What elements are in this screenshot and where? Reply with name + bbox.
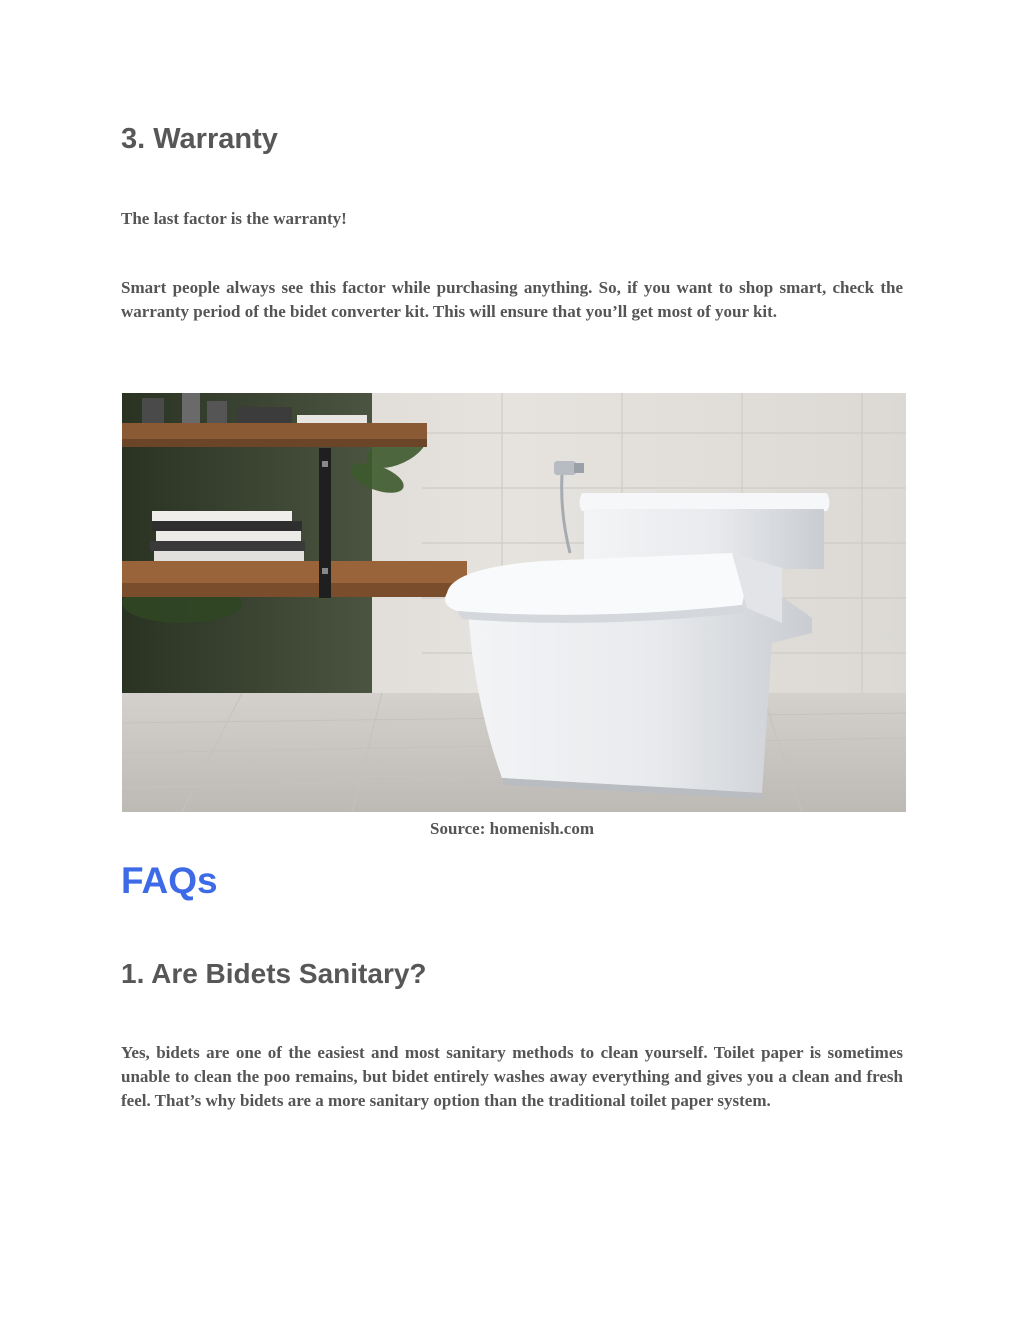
warranty-detail-paragraph: Smart people always see this factor while purchasing anything. So, if you want to shop smart, check the warranty period of the bidet converter kit. This will ensure that you’ll get most of your kit. — [121, 278, 903, 321]
faqs-heading: FAQs — [121, 860, 218, 901]
bathroom-toilet-photo — [122, 393, 906, 812]
warranty-intro-paragraph: The last factor is the warranty! — [121, 209, 347, 228]
faq-question-1-heading: 1. Are Bidets Sanitary? — [121, 958, 427, 989]
warranty-heading: 3. Warranty — [121, 123, 278, 155]
image-source-caption: Source: homenish.com — [429, 819, 594, 838]
faq-answer-1-paragraph: Yes, bidets are one of the easiest and most sanitary methods to clean yourself. Toilet paper is sometimes unable to clean the poo remains, but bidet entirely washes away everything and gives you a clean and fresh feel. That’s why bidets are a more sanitary option than the traditional toilet paper system. — [121, 1043, 903, 1110]
